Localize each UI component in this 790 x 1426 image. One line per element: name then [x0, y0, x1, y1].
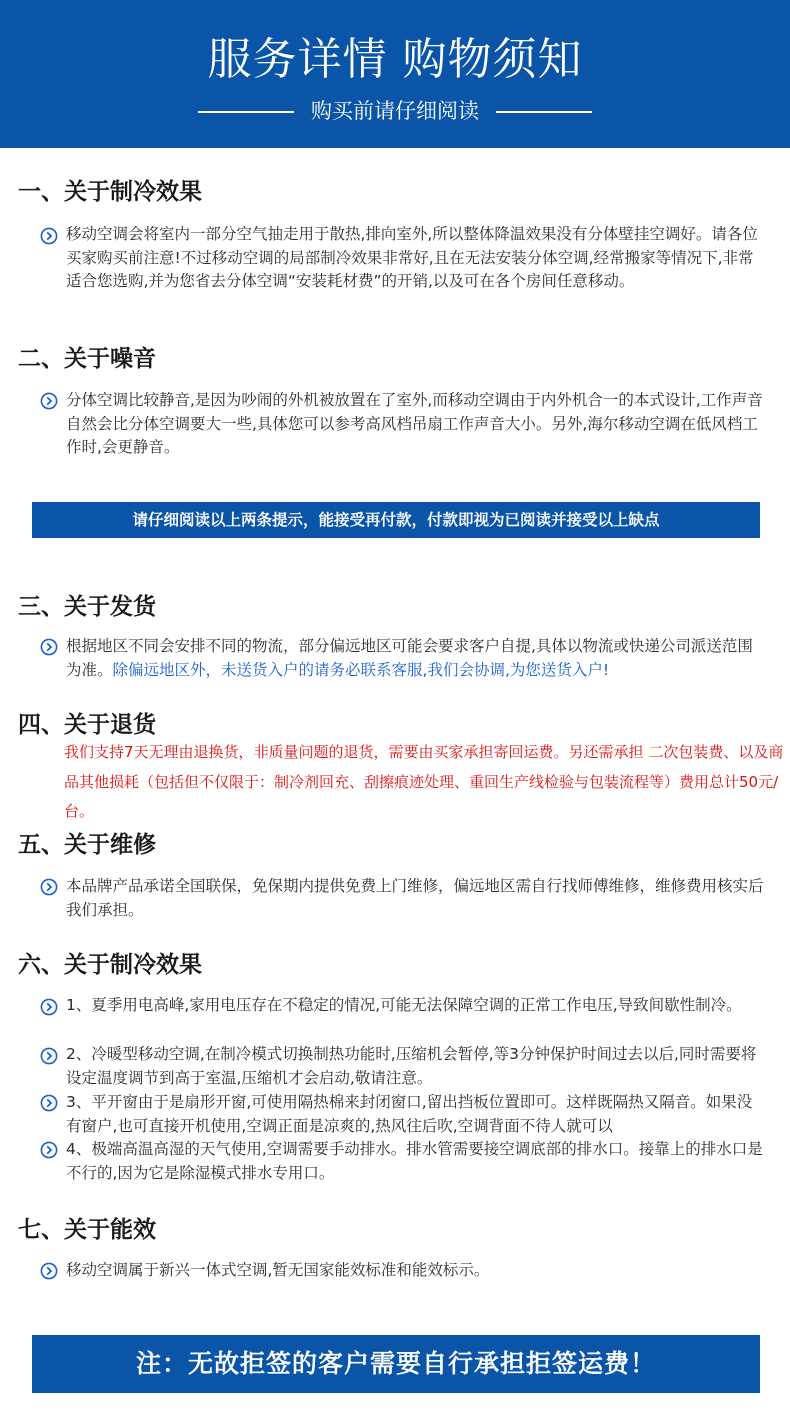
section-heading-shipping: 三、关于发货	[18, 594, 156, 620]
circled-chevron-right-icon	[40, 1047, 58, 1065]
header-banner	[0, 0, 790, 148]
shipping-paragraph	[66, 635, 766, 682]
circled-chevron-right-icon	[40, 878, 58, 896]
section-heading-efficiency: 七、关于能效	[18, 1217, 156, 1243]
list-item: 2、冷暖型移动空调,在制冷模式切换制热功能时,压缩机会暂停,等3分钟保护时间过去以后,同时需要将设定温度调节到高于室温,压缩机才会启动,敬请注意。	[66, 1045, 757, 1087]
noise-paragraph: 分体空调比较静音,是因为吵闹的外机被放置在了室外,而移动空调由于内外机合一的本式设计,工作声音自然会比分体空调要大一些,具体您可以参考高风档吊扇工作声音大小。另外,海尔移动空调在低风档工作时,会更静音。	[66, 391, 763, 456]
page-subtitle: 购买前请仔细阅读	[311, 99, 479, 123]
circled-chevron-right-icon	[40, 227, 58, 245]
circled-chevron-right-icon	[40, 1141, 58, 1159]
returns-policy-text: 我们支持7天无理由退换货，非质量问题的退货，需要由买家承担寄回运费。另还需承担 二次包装费、以及商品其他损耗（包括但不仅限于：制冷剂回充、刮擦痕迹处理、重回生产线检验与包装流程等）费用总计50元/台。	[64, 743, 784, 820]
list-item: 1、夏季用电高峰,家用电压存在不稳定的情况,可能无法保障空调的正常工作电压,导致间歇性制冷。	[66, 996, 742, 1014]
circled-chevron-right-icon	[40, 998, 58, 1016]
section-heading-returns: 四、关于退货	[18, 712, 156, 738]
shipping-text: 根据地区不同会安排不同的物流，部分偏远地区可能会要求客户自提,具体以物流或快递公司派送范围为准。	[66, 637, 753, 679]
efficiency-paragraph: 移动空调属于新兴一体式空调,暂无国家能效标准和能效标示。	[66, 1261, 490, 1279]
circled-chevron-right-icon	[40, 1262, 58, 1280]
circled-chevron-right-icon	[40, 638, 58, 656]
list-item: 4、极端高温高湿的天气使用,空调需要手动排水。排水管需要接空调底部的排水口。接靠上的排水口是不行的,因为它是除湿模式排水专用口。	[66, 1140, 763, 1182]
notice-banner: 请仔细阅读以上两条提示，能接受再付款，付款即视为已阅读并接受以上缺点	[32, 502, 760, 538]
repair-paragraph: 本品牌产品承诺全国联保，免保期内提供免费上门维修，偏远地区需自行找师傅维修，维修费用核实后我们承担。	[66, 877, 764, 919]
cooling-paragraph: 移动空调会将室内一部分空气抽走用于散热,排向室外,所以整体降温效果没有分体壁挂空调好。请各位买家购买前注意!不过移动空调的局部制冷效果非常好,且在无法安装分体空调,经常搬家等情况下,非常适合您选购,并为您省去分体空调“安装耗材费”的开销,以及可在各个房间任意移动。	[66, 225, 758, 290]
section-heading-noise: 二、关于噪音	[18, 346, 156, 372]
circled-chevron-right-icon	[40, 1094, 58, 1112]
shipping-highlight: 除偏远地区外，未送货入户的请务必联系客服,我们会协调,为您送货入户!	[112, 660, 610, 679]
list-item: 3、平开窗由于是扇形开窗,可使用隔热棉来封闭窗口,留出挡板位置即可。这样既隔热又隔音。如果没有窗户,也可直接开机使用,空调正面是凉爽的,热风往后吹,空调背面不待人就可以	[66, 1093, 753, 1135]
section-heading-repair: 五、关于维修	[18, 832, 156, 858]
refusal-notice-banner: 注：无故拒签的客户需要自行承担拒签运费！	[32, 1335, 760, 1393]
section-heading-cooling: 一、关于制冷效果	[18, 179, 202, 205]
page-title: 服务详情 购物须知	[207, 34, 583, 85]
circled-chevron-right-icon	[40, 392, 58, 410]
subtitle-right-line	[496, 111, 592, 113]
section-heading-cooling-2: 六、关于制冷效果	[18, 952, 202, 978]
